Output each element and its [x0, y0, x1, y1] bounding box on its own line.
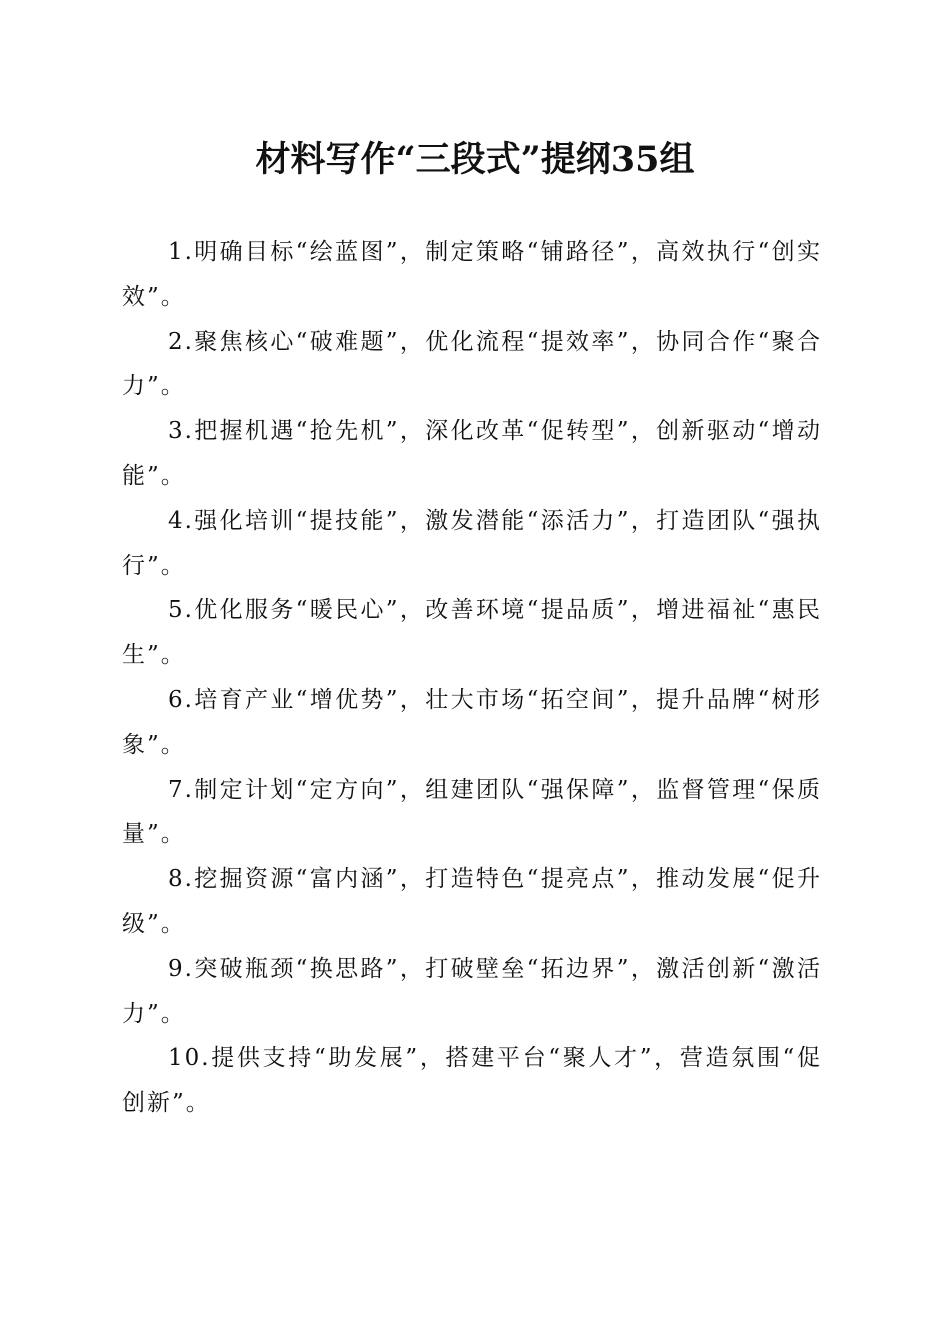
document-title: 材料写作“三段式”提纲35组 — [255, 139, 695, 180]
list-item-1: 1.明确目标“绘蓝图”，制定策略“铺路径”，高效执行“创实效”。 — [122, 239, 822, 310]
list-item-10: 10.提供支持“助发展”，搭建平台“聚人才”，营造氛围“促创新”。 — [122, 1045, 822, 1117]
list-item-6: 6.培育产业“增优势”，壮大市场“拓空间”，提升品牌“树形象”。 — [122, 686, 822, 758]
list-item-3: 3.把握机遇“抢先机”，深化改革“促转型”，创新驱动“增动能”。 — [122, 418, 822, 489]
list-item-5: 5.优化服务“暖民心”，改善环境“提品质”，增进福祉“惠民生”。 — [122, 597, 822, 669]
document-body — [122, 230, 822, 1126]
list-item-7: 7.制定计划“定方向”，组建团队“强保障”，监督管理“保质量”。 — [122, 776, 822, 848]
list-item-2: 2.聚焦核心“破难题”，优化流程“提效率”，协同合作“聚合力”。 — [122, 328, 822, 400]
list-item-9: 9.突破瓶颈“换思路”，打破壁垒“拓边界”，激活创新“激活力”。 — [122, 955, 822, 1027]
list-item-4: 4.强化培训“提技能”，激发潜能“添活力”，打造团队“强执行”。 — [122, 507, 822, 579]
list-item-8: 8.挖掘资源“富内涵”，打造特色“提亮点”，推动发展“促升级”。 — [122, 866, 822, 937]
